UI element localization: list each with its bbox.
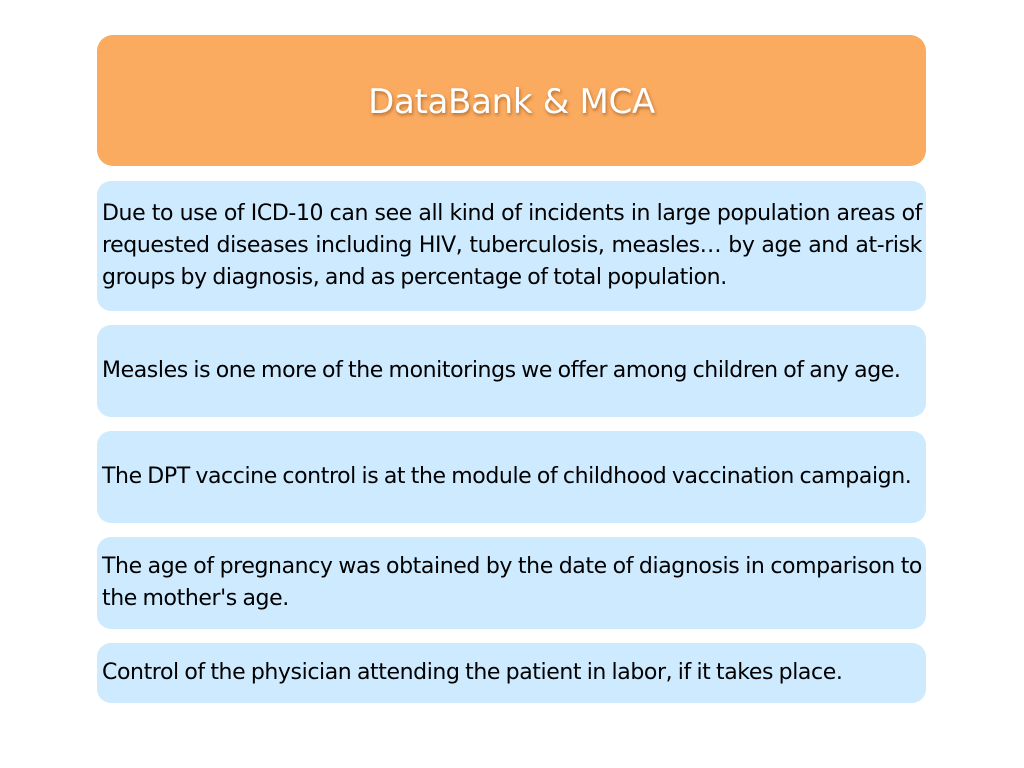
content-text-pregnancy-age: The age of pregnancy was obtained by the date of diagnosis in comparison to the mother's age. — [102, 554, 922, 611]
content-text-icd10: Due to use of ICD-10 can see all kind of incidents in large population areas of requested diseases including HIV, tuberculosis, measles… by age and at-risk groups by diagnosis, and as percentage of total population. — [102, 201, 922, 290]
content-box-dpt-vaccine — [97, 431, 926, 523]
slide-title: DataBank & MCA — [368, 81, 655, 122]
content-text-physician-control: Control of the physician attending the patient in labor, if it takes place. — [102, 660, 843, 685]
content-text-dpt-vaccine: The DPT vaccine control is at the module of childhood vaccination campaign. — [102, 464, 912, 489]
content-box-physician-control — [97, 643, 926, 703]
content-box-pregnancy-age — [97, 537, 926, 629]
content-box-icd10 — [97, 181, 926, 311]
content-box-measles — [97, 325, 926, 417]
title-banner — [97, 35, 926, 166]
content-text-measles: Measles is one more of the monitorings we offer among children of any age. — [102, 358, 901, 383]
